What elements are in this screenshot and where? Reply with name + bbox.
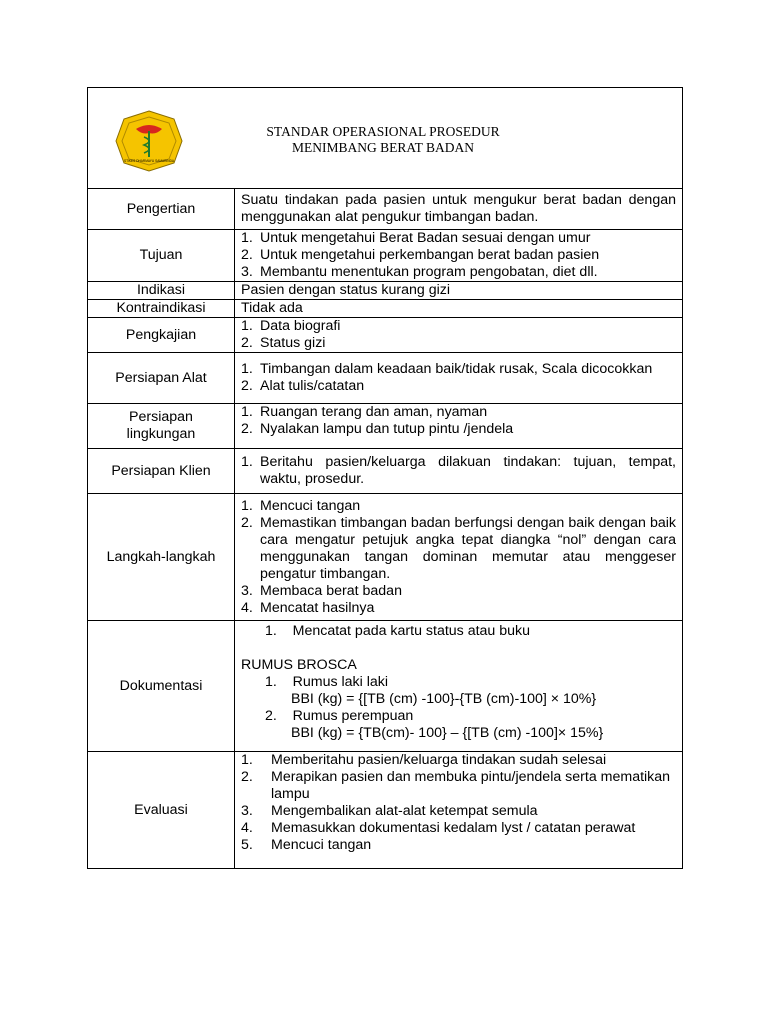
content-indikasi: Pasien dengan status kurang gizi — [235, 282, 683, 300]
content-persiapan-alat — [235, 353, 683, 404]
label-langkah: Langkah-langkah — [88, 494, 235, 621]
label-dokumentasi: Dokumentasi — [88, 621, 235, 752]
label-persiapan-klien: Persiapan Klien — [88, 449, 235, 494]
list-item: 3. Membaca berat badan — [241, 582, 402, 599]
logo-text: STIKES DHARMAYU SAMARINDA — [123, 159, 175, 163]
list-item: 1. Ruangan terang dan aman, nyaman — [241, 404, 488, 420]
row-kontraindikasi — [88, 300, 683, 318]
row-langkah — [88, 494, 683, 621]
list-item: 1. Timbangan dalam keadaan baik/tidak rusak, Scala dicocokkan — [241, 361, 653, 377]
list-item: 2. Nyalakan lampu dan tutup pintu /jendela — [241, 421, 514, 437]
row-persiapan-lingkungan — [88, 404, 683, 449]
row-indikasi — [88, 282, 683, 300]
row-persiapan-klien — [88, 449, 683, 494]
label-indikasi: Indikasi — [88, 282, 235, 300]
list-item: 4. Mencatat hasilnya — [241, 599, 375, 616]
label-pengkajian: Pengkajian — [88, 318, 235, 353]
list-item: 2. Status gizi — [241, 335, 326, 351]
page-title — [218, 124, 548, 156]
content-pengertian: Suatu tindakan pada pasien untuk mengukur berat badan dengan menggunakan alat pengukur timbangan badan. — [235, 189, 683, 230]
list-item: 3. Membantu menentukan program pengobatan, diet dll. — [241, 264, 598, 280]
list-item: 2. Merapikan pasien dan membuka pintu/jendela serta mematikan lampu — [241, 769, 671, 802]
list-item: 5. Mencuci tangan — [241, 837, 372, 853]
label-kontraindikasi: Kontraindikasi — [88, 300, 235, 318]
sop-table — [87, 87, 683, 869]
title-line-2: MENIMBANG BERAT BADAN — [291, 140, 474, 155]
label-line-1: Persiapan — [129, 409, 193, 425]
rumus-laki: 1. Rumus laki laki — [265, 674, 389, 690]
row-pengertian — [88, 189, 683, 230]
content-kontraindikasi: Tidak ada — [235, 300, 683, 318]
label-persiapan-alat: Persiapan Alat — [88, 353, 235, 404]
row-tujuan — [88, 230, 683, 282]
row-pengkajian — [88, 318, 683, 353]
rumus-perempuan: 2. Rumus perempuan — [265, 708, 414, 724]
header-row — [88, 88, 683, 189]
content-pengkajian — [235, 318, 683, 353]
label-persiapan-lingkungan — [88, 404, 235, 449]
content-langkah — [235, 494, 683, 621]
content-tujuan — [235, 230, 683, 282]
rumus-title: RUMUS BROSCA — [241, 657, 357, 673]
label-pengertian: Pengertian — [88, 189, 235, 230]
dokumentasi-item-1: 1. Mencatat pada kartu status atau buku — [265, 623, 531, 639]
formula-laki: BBI (kg) = {[TB (cm) -100}-{TB (cm)-100] × 10%} — [291, 691, 597, 707]
list-item: 1. Mencuci tangan — [241, 497, 361, 514]
list-item: 1. Untuk mengetahui Berat Badan sesuai dengan umur — [241, 230, 591, 246]
row-evaluasi — [88, 752, 683, 869]
label-tujuan: Tujuan — [88, 230, 235, 282]
row-dokumentasi — [88, 621, 683, 752]
content-persiapan-klien — [235, 449, 683, 494]
formula-perempuan: BBI (kg) = {TB(cm)- 100} – {[TB (cm) -100]× 15%} — [291, 725, 604, 741]
list-item: 1. Memberitahu pasien/keluarga tindakan sudah selesai — [241, 752, 607, 768]
content-persiapan-lingkungan — [235, 404, 683, 449]
label-line-2: lingkungan — [126, 426, 196, 442]
list-item: 2. Memastikan timbangan badan berfungsi dengan baik dengan baik cara mengatur petujuk angka tepat diangka “nol” dengan cara menggunakan tangan dominan memutar atau menggeser pengatur timbangan. — [241, 514, 676, 582]
row-persiapan-alat — [88, 353, 683, 404]
list-item: 2. Alat tulis/catatan — [241, 378, 365, 394]
header-cell — [88, 88, 683, 189]
content-evaluasi — [235, 752, 683, 869]
list-item: 1. Data biografi — [241, 318, 341, 334]
title-line-1: STANDAR OPERASIONAL PROSEDUR — [266, 124, 500, 139]
content-dokumentasi — [235, 621, 683, 752]
list-item: 2. Untuk mengetahui perkembangan berat badan pasien — [241, 247, 600, 263]
list-item: 4. Memasukkan dokumentasi kedalam lyst / catatan perawat — [241, 820, 636, 836]
label-evaluasi: Evaluasi — [88, 752, 235, 869]
list-item: 3. Mengembalikan alat-alat ketempat semula — [241, 803, 538, 819]
institution-logo — [114, 109, 184, 173]
list-item: 1. Beritahu pasien/keluarga dilakuan tindakan: tujuan, tempat, waktu, prosedur. — [241, 454, 676, 487]
